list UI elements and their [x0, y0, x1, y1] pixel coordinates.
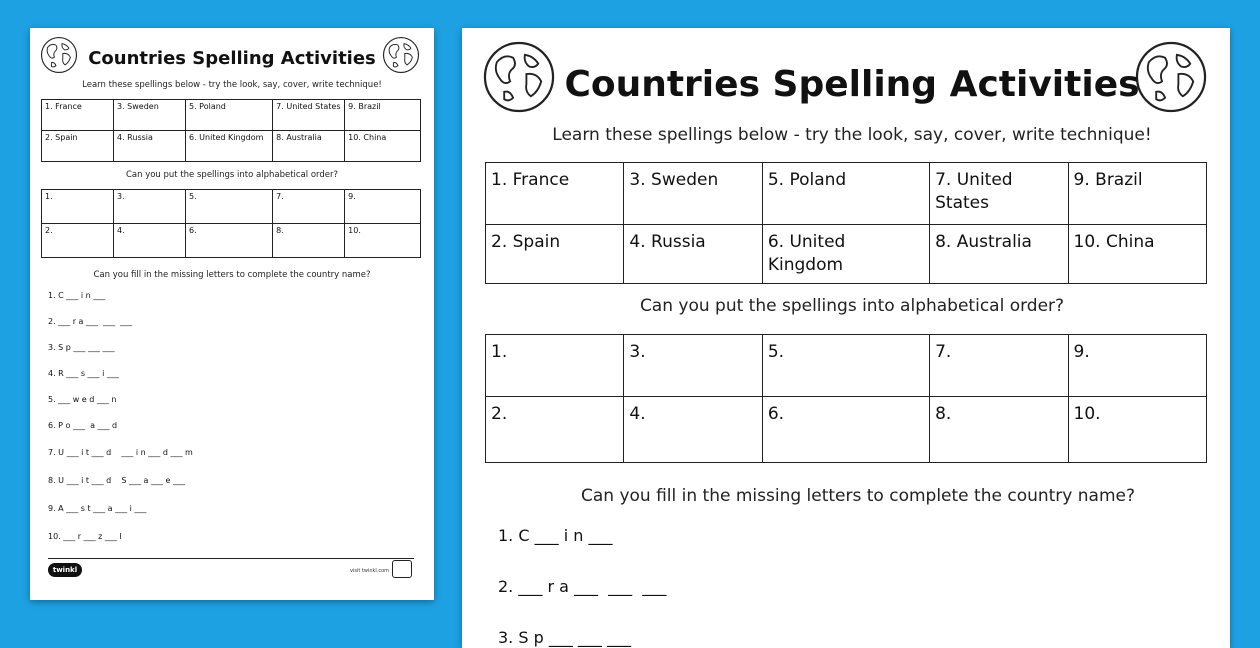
table-cell: 3. Sweden [114, 100, 186, 131]
alphabetical-prompt: Can you put the spellings into alphabetical order? [125, 170, 339, 180]
table-cell: 10. China [345, 131, 421, 162]
table-cell: 5. Poland [186, 100, 273, 131]
table-cell[interactable]: 6. [762, 397, 929, 463]
spellings-table [41, 99, 421, 162]
table-cell[interactable]: 4. [624, 397, 762, 463]
missing-letters-prompt: Can you fill in the missing letters to complete the country name? [580, 486, 1135, 506]
table-cell: 4. Russia [114, 131, 186, 162]
worksheet-preview-large[interactable] [462, 28, 1230, 648]
instruction-text: Learn these spellings below - try the look, say, cover, write technique! [552, 125, 1152, 145]
table-cell[interactable]: 8. [273, 224, 345, 258]
table-cell[interactable]: 6. [186, 224, 273, 258]
table-cell[interactable]: 7. [930, 335, 1068, 397]
footer-url: visit twinkl.com [350, 568, 390, 574]
missing-letters-item[interactable]: 4. R ___ s ___ i ___ [48, 369, 119, 378]
table-cell: 1. France [42, 100, 114, 131]
missing-letters-item[interactable]: 3. S p ___ ___ ___ [498, 628, 632, 647]
table-cell: 8. Australia [930, 225, 1068, 284]
missing-letters-item[interactable]: 2. ___ r a ___ ___ ___ [48, 317, 133, 326]
missing-letters-item[interactable]: 5. ___ w e d ___ n [48, 395, 117, 404]
table-cell: 8. Australia [273, 131, 345, 162]
table-cell: 10. China [1068, 225, 1206, 284]
table-cell[interactable]: 5. [762, 335, 929, 397]
table-cell[interactable]: 4. [114, 224, 186, 258]
table-cell: 9. Brazil [1068, 163, 1206, 225]
worksheet-title: Countries Spelling Activities [88, 48, 376, 69]
alphabetical-order-table [41, 189, 421, 258]
twinkl-logo: twinkl [48, 563, 82, 577]
table-cell: 7. United States [930, 163, 1068, 225]
worksheet-title: Countries Spelling Activities [564, 64, 1140, 105]
table-cell[interactable]: 1. [42, 190, 114, 224]
table-cell[interactable]: 7. [273, 190, 345, 224]
missing-letters-item[interactable]: 10. ___ r ___ z ___ l [48, 532, 122, 541]
table-cell[interactable]: 1. [486, 335, 624, 397]
table-cell[interactable]: 3. [624, 335, 762, 397]
table-cell[interactable]: 8. [930, 397, 1068, 463]
table-cell[interactable]: 3. [114, 190, 186, 224]
table-cell[interactable]: 9. [345, 190, 421, 224]
missing-letters-item[interactable]: 2. ___ r a ___ ___ ___ [498, 577, 667, 596]
table-cell[interactable]: 9. [1068, 335, 1206, 397]
missing-letters-item[interactable]: 9. A ___ s t ___ a ___ i ___ [48, 504, 147, 513]
alphabetical-order-table [485, 334, 1207, 463]
missing-letters-item[interactable]: 3. S p ___ ___ ___ [48, 343, 115, 352]
table-cell: 2. Spain [42, 131, 114, 162]
worksheet-preview-small[interactable] [30, 28, 434, 600]
spellings-table [485, 162, 1207, 284]
table-cell: 7. United States [273, 100, 345, 131]
table-cell: 6. United Kingdom [186, 131, 273, 162]
table-cell: 5. Poland [762, 163, 929, 225]
table-cell: 1. France [486, 163, 624, 225]
table-cell[interactable]: 5. [186, 190, 273, 224]
table-cell: 3. Sweden [624, 163, 762, 225]
missing-letters-item[interactable]: 8. U ___ i t ___ d S ___ a ___ e ___ [48, 476, 185, 485]
alphabetical-prompt: Can you put the spellings into alphabetical order? [639, 296, 1065, 316]
table-cell: 9. Brazil [345, 100, 421, 131]
table-cell: 4. Russia [624, 225, 762, 284]
missing-letters-item[interactable]: 1. C ___ i n ___ [48, 291, 106, 300]
missing-letters-item[interactable]: 1. C ___ i n ___ [498, 526, 613, 545]
table-cell[interactable]: 2. [42, 224, 114, 258]
missing-letters-item[interactable]: 6. P o ___ a ___ d [48, 421, 118, 430]
instruction-text: Learn these spellings below - try the look, say, cover, write technique! [82, 80, 382, 90]
table-cell: 6. United Kingdom [762, 225, 929, 284]
missing-letters-prompt: Can you fill in the missing letters to complete the country name? [93, 270, 371, 280]
table-cell: 2. Spain [486, 225, 624, 284]
table-cell[interactable]: 2. [486, 397, 624, 463]
missing-letters-item[interactable]: 7. U ___ i t ___ d ___ i n ___ d ___ m [48, 448, 193, 457]
certification-badge-icon [392, 560, 412, 578]
footer-divider [48, 558, 414, 559]
table-cell[interactable]: 10. [345, 224, 421, 258]
table-cell[interactable]: 10. [1068, 397, 1206, 463]
